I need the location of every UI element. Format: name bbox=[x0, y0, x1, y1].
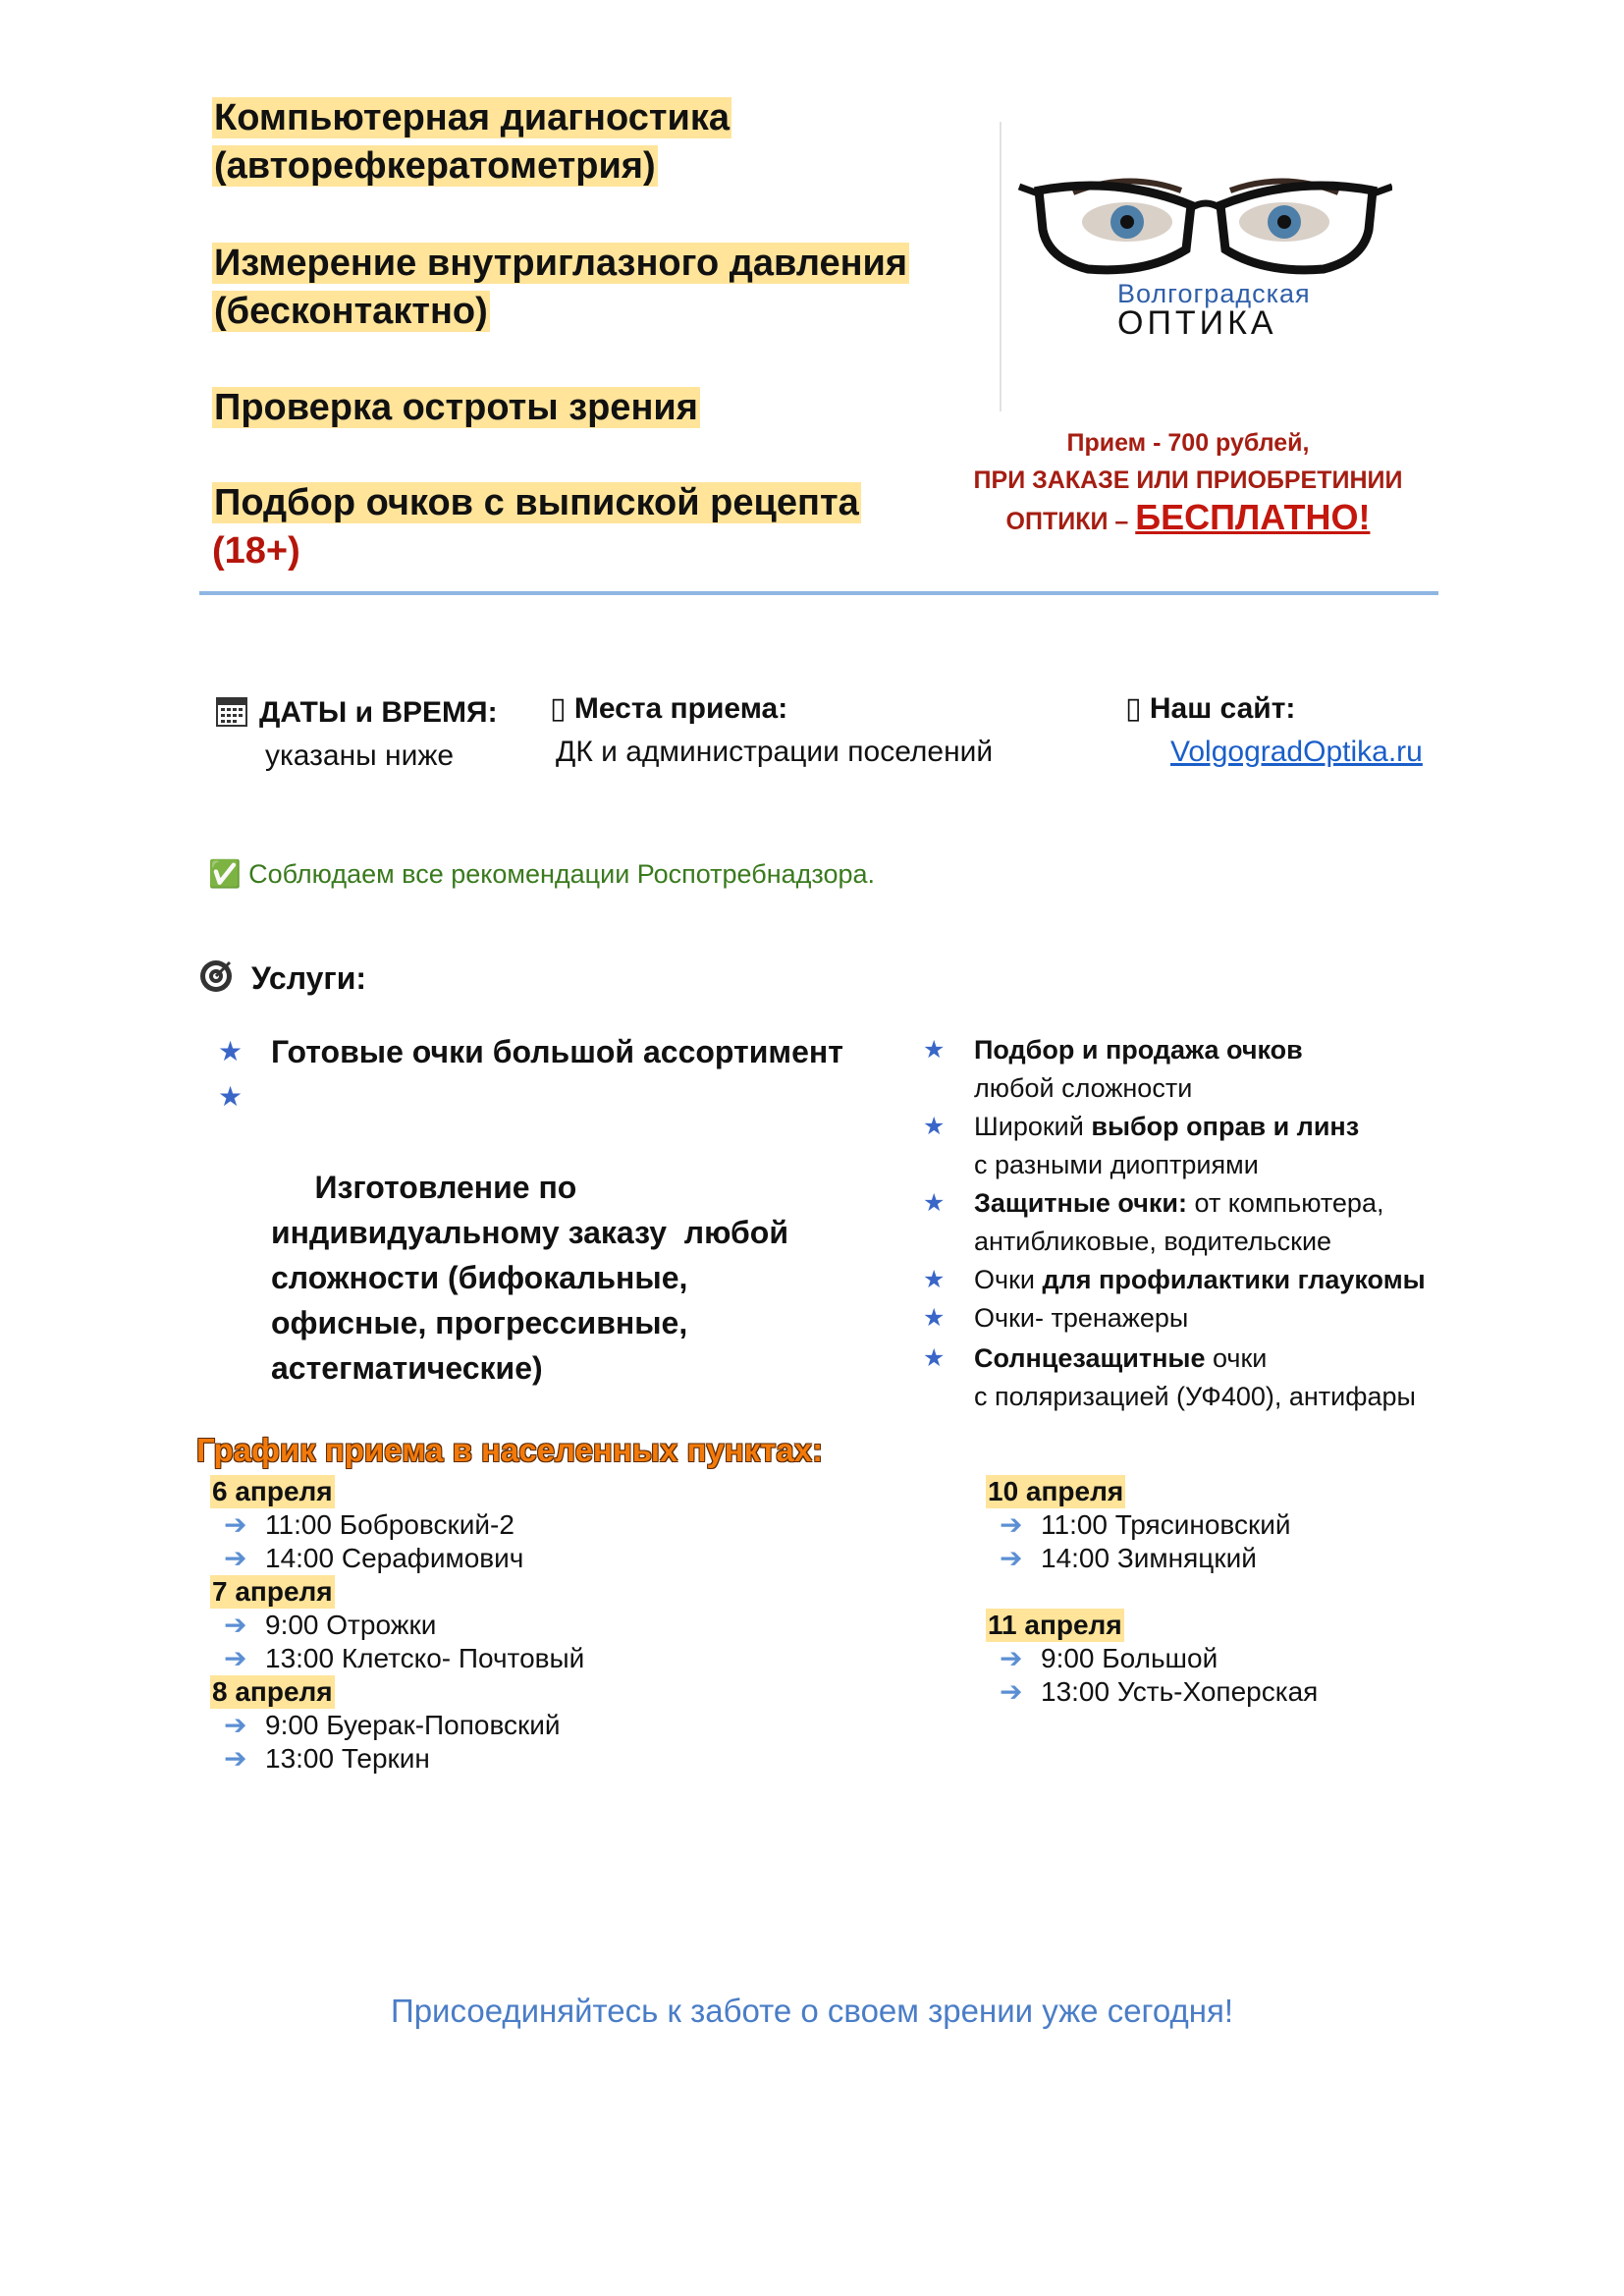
logo bbox=[1000, 122, 1392, 414]
services-title: Услуги: bbox=[251, 960, 367, 996]
calendar-icon bbox=[216, 695, 247, 727]
schedule-date: 8 апреля bbox=[212, 1676, 333, 1707]
places-label: ▯ Места приема: bbox=[550, 692, 788, 725]
star-icon: ★ bbox=[923, 1113, 946, 1140]
price-line3: ОПТИКИ – БЕСПЛАТНО! bbox=[1005, 497, 1371, 537]
list-item: ★ Изготовление по индивидуальному заказу любой сложности (бифокальные, офисные, прогрессивные, астегматические) bbox=[218, 1074, 821, 1436]
schedule-date: 10 апреля bbox=[988, 1476, 1124, 1506]
schedule-date: 7 апреля bbox=[212, 1576, 333, 1607]
free-label: БЕСПЛАТНО! bbox=[1135, 497, 1371, 537]
schedule-item: ➔ 14:00 Зимняцкий bbox=[1000, 1543, 1257, 1573]
list-item: ★ Подбор и продажа очков любой сложности bbox=[923, 1031, 1473, 1108]
footer-slogan: Присоединяйтесь к заботе о своем зрении уже сегодня! bbox=[390, 1993, 1234, 2029]
list-item: ★ Солнцезащитные очки с поляризацией (УФ400), антифары bbox=[923, 1339, 1473, 1416]
schedule-item: ➔ 13:00 Теркин bbox=[224, 1743, 430, 1774]
list-item: ★ Очки для профилактики глаукомы bbox=[923, 1261, 1473, 1299]
target-icon bbox=[198, 958, 234, 994]
rospotrebnadzor-note: ✅ Соблюдаем все рекомендации Роспотребнадзора. bbox=[208, 859, 876, 889]
schedule-date: 6 апреля bbox=[212, 1476, 333, 1506]
list-item: ★ Очки- тренажеры bbox=[923, 1299, 1473, 1338]
schedule-right-column bbox=[986, 1475, 1318, 1709]
schedule-item: ➔ 11:00 Трясиновский bbox=[1000, 1509, 1291, 1540]
star-icon: ★ bbox=[923, 1344, 946, 1372]
schedule-item: ➔ 13:00 Клетско- Почтовый bbox=[224, 1643, 585, 1673]
star-icon: ★ bbox=[218, 1081, 244, 1112]
arrow-icon: ➔ bbox=[224, 1610, 247, 1640]
schedule-left-column bbox=[210, 1475, 584, 1776]
places-icon: ▯ bbox=[550, 692, 567, 725]
list-item: ★ Готовые очки большой ассортимент bbox=[218, 1029, 886, 1074]
service-heading-3: Проверка остроты зрения bbox=[214, 387, 698, 428]
arrow-icon: ➔ bbox=[224, 1710, 247, 1740]
dates-label: ДАТЫ и ВРЕМЯ: bbox=[259, 696, 498, 729]
schedule-item: ➔ 11:00 Бобровский-2 bbox=[224, 1509, 514, 1540]
star-icon: ★ bbox=[923, 1036, 946, 1064]
arrow-icon: ➔ bbox=[1000, 1676, 1023, 1707]
price-line1: Прием - 700 рублей, bbox=[1066, 429, 1310, 457]
schedule-item: ➔ 9:00 Буерак-Поповский bbox=[224, 1710, 561, 1740]
left-services-list bbox=[218, 1029, 886, 1436]
arrow-icon: ➔ bbox=[224, 1543, 247, 1573]
schedule-item: ➔ 13:00 Усть-Хоперская bbox=[1000, 1676, 1319, 1707]
site-value bbox=[1170, 733, 1423, 772]
arrow-icon: ➔ bbox=[1000, 1509, 1023, 1540]
price-line2: ПРИ ЗАКАЗЕ ИЛИ ПРИОБРЕТИНИИ bbox=[973, 466, 1403, 494]
schedule-item: ➔ 14:00 Серафимович bbox=[224, 1543, 524, 1573]
site-link[interactable]: VolgogradOptika.ru bbox=[1170, 736, 1423, 768]
schedule-item: ➔ 9:00 Большой bbox=[1000, 1643, 1218, 1673]
star-icon: ★ bbox=[218, 1036, 244, 1066]
logo-brand-line2: ОПТИКА bbox=[1117, 304, 1277, 342]
dates-value: указаны ниже bbox=[265, 739, 455, 772]
star-icon: ★ bbox=[923, 1266, 946, 1293]
schedule-date: 11 апреля bbox=[988, 1610, 1122, 1640]
arrow-icon: ➔ bbox=[224, 1643, 247, 1673]
star-icon: ★ bbox=[923, 1304, 946, 1332]
service-heading-1: Компьютерная диагностика (авторефкератометрия) bbox=[214, 97, 730, 187]
glasses-logo-icon bbox=[1000, 122, 1392, 414]
star-icon: ★ bbox=[923, 1189, 946, 1217]
price-block bbox=[903, 424, 1473, 540]
arrow-icon: ➔ bbox=[224, 1509, 247, 1540]
arrow-icon: ➔ bbox=[1000, 1643, 1023, 1673]
logo-brand-line1: Волгоградская bbox=[1117, 279, 1311, 308]
check-icon: ✅ bbox=[208, 859, 242, 889]
site-icon: ▯ bbox=[1125, 692, 1142, 725]
list-item: ★ Защитные очки: от компьютера, антибликовые, водительские bbox=[923, 1184, 1473, 1261]
schedule-item: ➔ 9:00 Отрожки bbox=[224, 1610, 437, 1640]
schedule-spacer bbox=[986, 1575, 1318, 1609]
schedule-title: График приема в населенных пунктах: bbox=[196, 1432, 824, 1468]
arrow-icon: ➔ bbox=[224, 1743, 247, 1774]
places-value: ДК и администрации поселений bbox=[556, 736, 994, 768]
service-heading-4: Подбор очков с выпиской рецепта (18+) bbox=[212, 482, 859, 572]
list-item: ★ Широкий выбор оправ и линз с разными диоптриями bbox=[923, 1108, 1473, 1184]
service-heading-2: Измерение внутриглазного давления (бесконтактно) bbox=[214, 243, 908, 332]
arrow-icon: ➔ bbox=[1000, 1543, 1023, 1573]
logo-divider bbox=[1000, 122, 1001, 411]
divider-rule bbox=[199, 591, 1438, 595]
site-label: ▯ Наш сайт: bbox=[1125, 692, 1296, 725]
right-services-list bbox=[923, 1031, 1473, 1416]
